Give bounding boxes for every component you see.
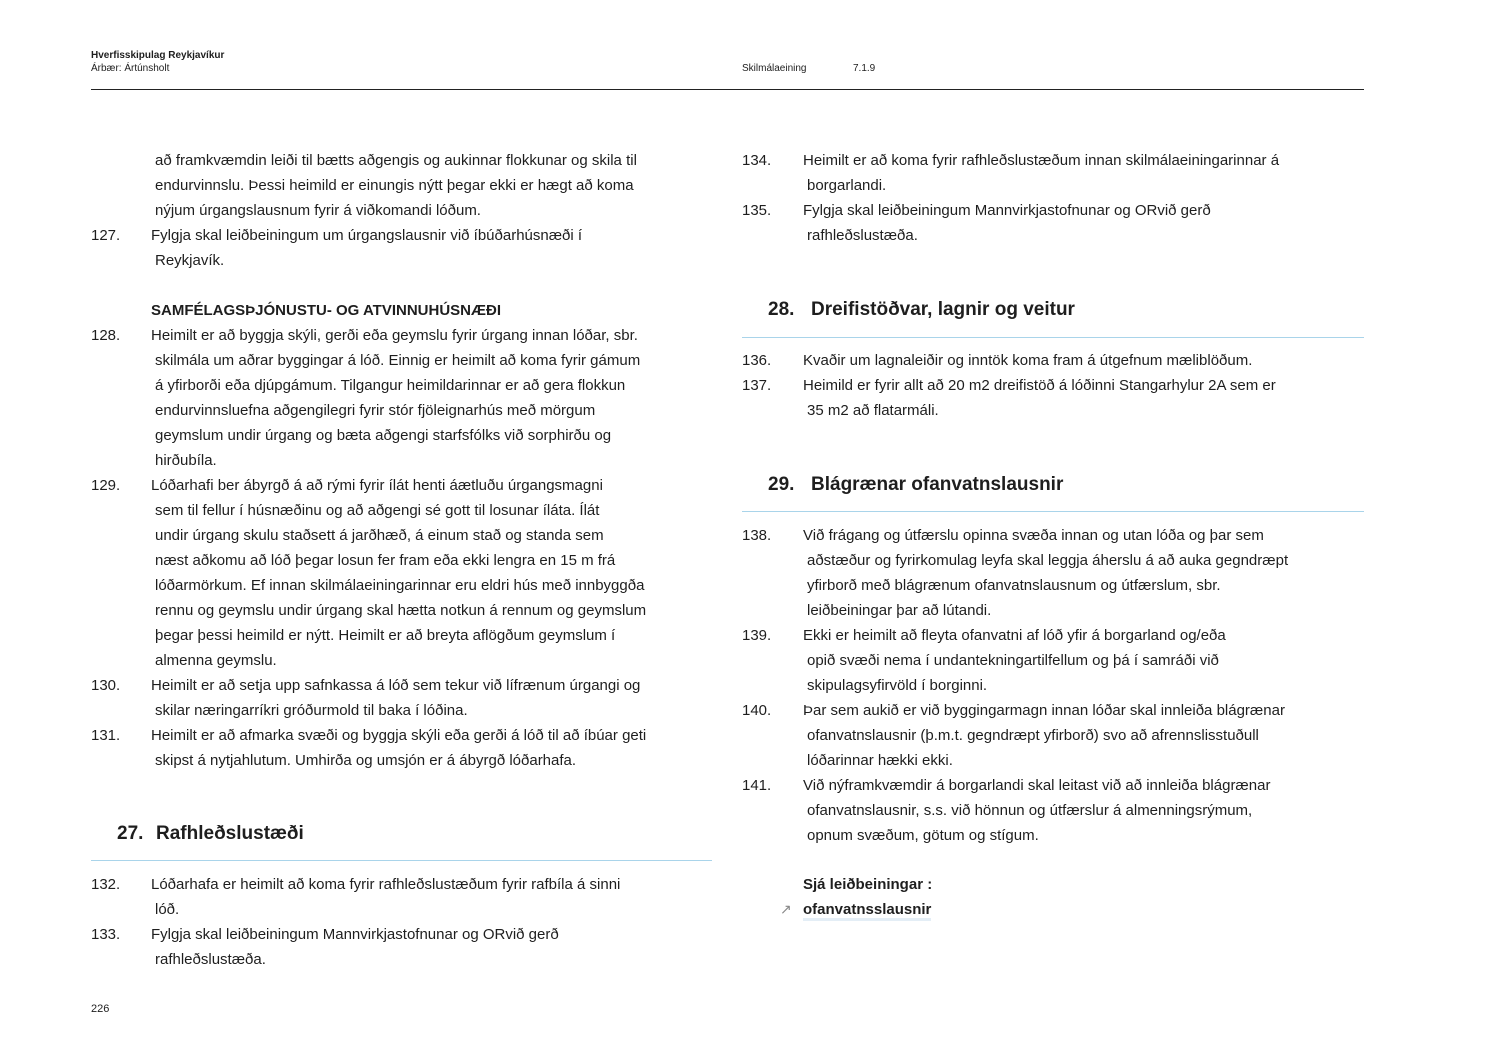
item-text-line: 35 m2 að flatarmáli.	[807, 402, 939, 419]
item-number: 130.	[91, 677, 121, 694]
header-subtitle: Árbær: Ártúnsholt	[91, 63, 170, 74]
item-number: 133.	[91, 926, 121, 943]
item-text-line: þegar þessi heimild er nýtt. Heimilt er að breyta aflögðum geymslum í	[155, 627, 616, 644]
section-28-rule	[742, 337, 1364, 338]
item-number: 127.	[91, 227, 121, 244]
item-number: 134.	[742, 152, 772, 169]
item-text-line: lóð.	[155, 901, 180, 918]
item-text-line: endurvinnsluefna aðgengilegri fyrir stór fjöleignarhús með mörgum	[155, 402, 596, 419]
item-text-line: rennu og geymslu undir úrgang skal hætta notkun á rennum og geymslum	[155, 602, 647, 619]
item-text-line: Ekki er heimilt að fleyta ofanvatni af lóð yfir á borgarland og/eða	[803, 627, 1226, 644]
arrow-up-right-icon: ↗	[780, 901, 792, 917]
item-text-line: næst aðkomu að lóð þegar losun fer fram eða ekki lengra en 15 m frá	[155, 552, 616, 569]
item-text-line: hirðubíla.	[155, 452, 217, 469]
section-27-number: 27.	[117, 823, 144, 844]
section-27-title: Rafhleðslustæði	[156, 823, 304, 844]
header-section-number: 7.1.9	[853, 63, 876, 74]
item-number: 128.	[91, 327, 121, 344]
item-text-line: Fylgja skal leiðbeiningum um úrgangslausnir við íbúðarhúsnæði í	[151, 227, 583, 244]
item-text-line: skilar næringarríkri gróðurmold til baka í lóðina.	[155, 702, 468, 719]
item-text-line: rafhleðslustæða.	[807, 227, 918, 244]
item-text-line: Heimilt er að setja upp safnkassa á lóð sem tekur við lífrænum úrgangi og	[151, 677, 641, 694]
item-text-line: almenna geymslu.	[155, 652, 277, 669]
item-number: 136.	[742, 352, 772, 369]
section-29-rule	[742, 511, 1364, 512]
header-section: Skilmálaeining	[742, 63, 807, 74]
item-text-line: lóðarmörkum. Ef innan skilmálaeiningarinnar eru eldri hús með innbyggða	[155, 577, 645, 594]
item-text-line: undir úrgang skulu staðsett á jarðhæð, á einum stað og standa sem	[155, 527, 604, 544]
item-text-line: skipulagsyfirvöld í borginni.	[807, 677, 988, 694]
item-number: 135.	[742, 202, 772, 219]
item-text-line: á yfirborði eða djúpgámum. Tilgangur heimildarinnar er að gera flokkun	[155, 377, 626, 394]
item-text-line: Lóðarhafi ber ábyrgð á að rými fyrir ílát henti áætluðu úrgangsmagni	[151, 477, 603, 494]
item-number: 139.	[742, 627, 772, 644]
item-text-line: lóðarinnar hækki ekki.	[807, 752, 953, 769]
section-29-title: Blágrænar ofanvatnslausnir	[811, 474, 1064, 495]
item-text-line: Kvaðir um lagnaleiðir og inntök koma fram á útgefnum mæliblöðum.	[803, 352, 1253, 369]
item-number: 129.	[91, 477, 121, 494]
item-text-line: endurvinnslu. Þessi heimild er einungis nýtt þegar ekki er hægt að koma	[155, 177, 634, 194]
item-text-line: að framkvæmdin leiði til bætts aðgengis og aukinnar flokkunar og skila til	[155, 152, 637, 169]
item-number: 131.	[91, 727, 121, 744]
item-number: 132.	[91, 876, 121, 893]
header-title: Hverfisskipulag Reykjavíkur	[91, 50, 225, 61]
item-text-line: geymslum undir úrgang og bæta aðgengi starfsfólks við sorphirðu og	[155, 427, 612, 444]
item-text-line: Reykjavík.	[155, 252, 225, 269]
item-text-line: aðstæður og fyrirkomulag leyfa skal leggja áherslu á að auka gegndræpt	[807, 552, 1289, 569]
item-text-line: yfirborð með blágrænum ofanvatnslausnum og útfærslum, sbr.	[807, 577, 1221, 594]
item-text-line: Við nýframkvæmdir á borgarlandi skal leitast við að innleiða blágrænar	[803, 777, 1271, 794]
item-text-line: ofanvatnslausnir, s.s. við hönnun og útfærslur á almenningsrýmum,	[807, 802, 1253, 819]
item-text-line: rafhleðslustæða.	[155, 951, 266, 968]
header-rule	[91, 89, 1364, 90]
item-text-line: leiðbeiningar þar að lútandi.	[807, 602, 992, 619]
item-text-line: Heimilt er að byggja skýli, gerði eða geymslu fyrir úrgang innan lóðar, sbr.	[151, 327, 638, 344]
item-text-line: opið svæði nema í undantekningartilfellum og þá í samráði við	[807, 652, 1219, 669]
item-text-line: Fylgja skal leiðbeiningum Mannvirkjastofnunar og ORvið gerð	[803, 202, 1211, 219]
section-28-number: 28.	[768, 299, 795, 320]
page-number: 226	[91, 1003, 110, 1015]
item-text-line: Heimilt er að koma fyrir rafhleðslustæðum innan skilmálaeiningarinnar á	[803, 152, 1280, 169]
item-text-line: sem til fellur í húsnæðinu og að aðgengi sé gott til losunar íláta. Ílát	[155, 502, 600, 519]
see-also-label: Sjá leiðbeiningar :	[803, 876, 933, 893]
item-text-line: Við frágang og útfærslu opinna svæða innan og utan lóða og þar sem	[803, 527, 1264, 544]
item-text-line: Heimilt er að afmarka svæði og byggja skýli eða gerði á lóð til að íbúar geti	[151, 727, 647, 744]
item-text-line: skilmála um aðrar byggingar á lóð. Einnig er heimilt að koma fyrir gámum	[155, 352, 641, 369]
item-text-line: borgarlandi.	[807, 177, 887, 194]
item-text-line: Fylgja skal leiðbeiningum Mannvirkjastofnunar og ORvið gerð	[151, 926, 559, 943]
item-number: 137.	[742, 377, 772, 394]
section-28-title: Dreifistöðvar, lagnir og veitur	[811, 299, 1075, 320]
item-text-line: ofanvatnslausnir (þ.m.t. gegndræpt yfirborð) svo að afrennslisstuðull	[807, 727, 1259, 744]
item-text-line: Heimild er fyrir allt að 20 m2 dreifistöð á lóðinni Stangarhylur 2A sem er	[803, 377, 1276, 394]
item-text-line: Lóðarhafa er heimilt að koma fyrir rafhleðslustæðum fyrir rafbíla á sinni	[151, 876, 621, 893]
section-29-number: 29.	[768, 474, 795, 495]
item-text-line: Þar sem aukið er við byggingarmagn innan lóðar skal innleiða blágrænar	[803, 702, 1285, 719]
item-number: 141.	[742, 777, 772, 794]
item-text-line: nýjum úrgangslausnum fyrir á viðkomandi lóðum.	[155, 202, 481, 219]
see-also-link-text[interactable]: ofanvatnsslausnir	[803, 901, 931, 921]
subheading: SAMFÉLAGSÞJÓNUSTU- OG ATVINNUHÚSNÆÐI	[151, 302, 502, 319]
item-text-line: opnum svæðum, götum og stígum.	[807, 827, 1039, 844]
item-number: 140.	[742, 702, 772, 719]
item-number: 138.	[742, 527, 772, 544]
item-text-line: skipst á nytjahlutum. Umhirða og umsjón er á ábyrgð lóðarhafa.	[155, 752, 577, 769]
see-also-link[interactable]	[803, 897, 931, 922]
section-27-rule	[91, 860, 712, 861]
